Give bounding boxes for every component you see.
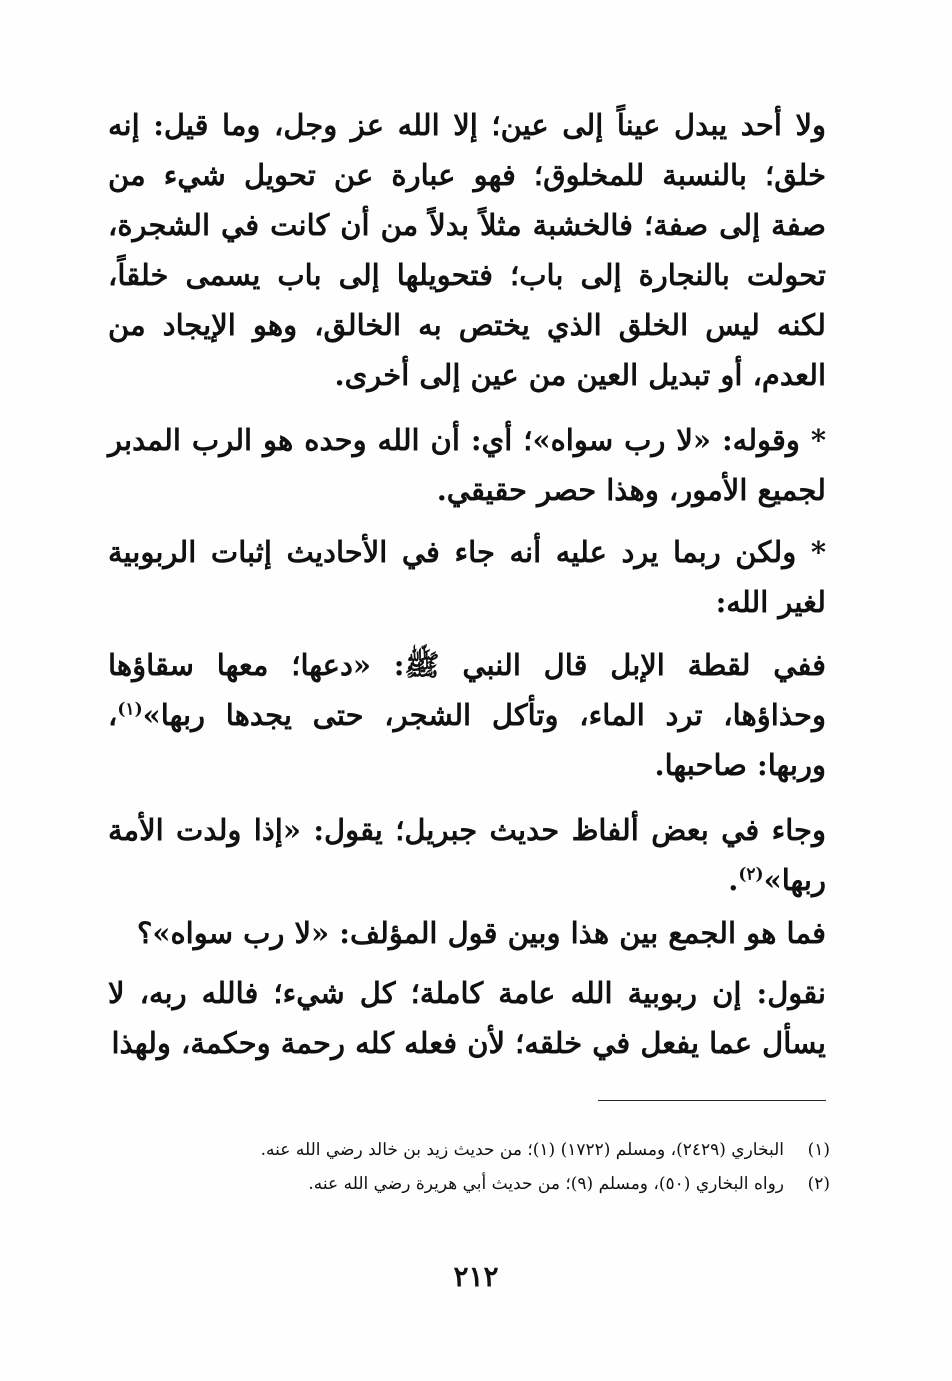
footnote-text: رواه البخاري (٥٠)، ومسلم (٩)؛ من حديث أبي هريرة رضي الله عنه. xyxy=(308,1174,784,1194)
footnote-2 xyxy=(150,1167,830,1201)
footnotes xyxy=(150,1133,830,1201)
paragraph-text: نقول: إن ربوبية الله عامة كاملة؛ كل شيء؛ فالله ربه، لا يسأل عما يفعل في خلقه؛ لأن فعله كله رحمة وحكمة، ولهذا xyxy=(108,976,826,1060)
page-number: ٢١٢ xyxy=(453,1260,499,1293)
paragraph-text: . xyxy=(728,863,739,897)
footnote-number: (١) xyxy=(807,1140,830,1160)
footnote-number: (٢) xyxy=(807,1174,830,1194)
paragraph-text: وجاء في بعض ألفاظ حديث جبريل؛ يقول: «إذا ولدت الأمة ربها» xyxy=(108,813,826,897)
footnote-text: البخاري (٢٤٢٩)، ومسلم (١٧٢٢) (١)؛ من حديث زيد بن خالد رضي الله عنه. xyxy=(260,1140,784,1160)
paragraph-no-lord-but-him xyxy=(108,415,826,515)
paragraph-text: ، وربها: صاحبها. xyxy=(108,698,826,782)
footnote-1 xyxy=(150,1133,830,1167)
paragraph-answer xyxy=(108,968,826,1068)
paragraph-text: ففي لقطة الإبل قال النبي ﷺ: «دعها؛ معها سقاؤها وحذاؤها، ترد الماء، وتأكل الشجر، حتى يجدها ربها» xyxy=(108,648,826,732)
paragraph-objection xyxy=(108,527,826,627)
paragraph-creation-explanation xyxy=(108,100,826,400)
paragraph-text: فما هو الجمع بين هذا وبين قول المؤلف: «لا رب سواه»؟ xyxy=(136,916,826,950)
paragraph-question xyxy=(108,908,826,958)
footnote-reference-1[interactable]: (١) xyxy=(117,699,143,720)
paragraph-lost-camel-hadith xyxy=(108,640,826,790)
paragraph-text: * ولكن ربما يرد عليه أنه جاء في الأحاديث إثبات الربوبية لغير الله: xyxy=(108,535,826,619)
footnote-separator xyxy=(598,1100,826,1101)
paragraph-text: ولا أحد يبدل عيناً إلى عين؛ إلا الله عز وجل، وما قيل: إنه خلق؛ بالنسبة للمخلوق؛ فهو عبارة عن تحويل شيء من صفة إلى صفة؛ فالخشبة مثلاً بدلاً من أن كانت في الشجرة، تحولت بالنجارة إلى باب؛ فتحويلها إلى باب يسمى خلقاً، لكنه ليس الخلق الذي يختص به الخالق، وهو الإيجاد من العدم، أو تبديل العين من عين إلى أخرى. xyxy=(108,108,826,392)
footnote-reference-2[interactable]: (٢) xyxy=(738,864,764,885)
paragraph-jibril-hadith xyxy=(108,805,826,905)
paragraph-text: * وقوله: «لا رب سواه»؛ أي: أن الله وحده هو الرب المدبر لجميع الأمور، وهذا حصر حقيقي. xyxy=(108,423,826,507)
